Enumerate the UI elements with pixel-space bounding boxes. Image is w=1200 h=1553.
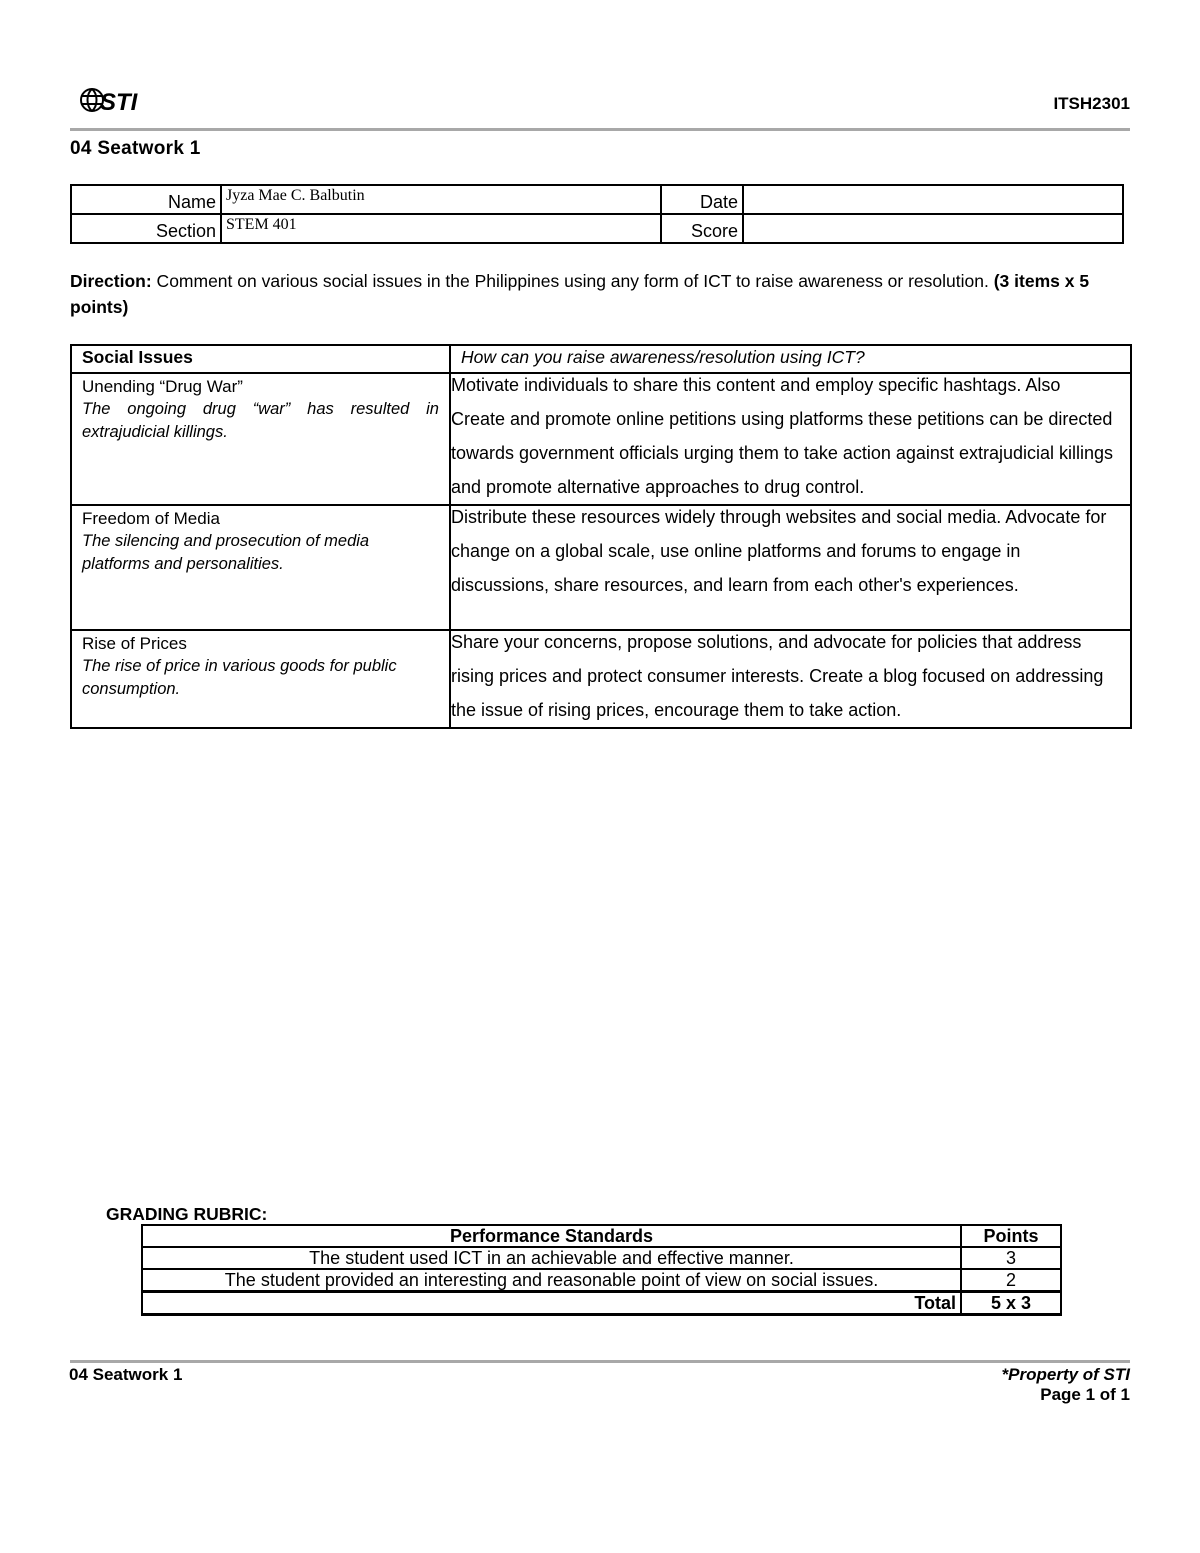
info-row-section [71,214,1123,243]
issue-cell [71,630,450,728]
page-number: Page 1 of 1 [1040,1385,1130,1404]
score-label: Score [661,214,743,243]
student-info-table [70,184,1124,244]
answer-text: Motivate individuals to share this content and employ specific hashtags. Also Create and promote online petitions using platforms these petitions can be directed towards government officials urging them to take action against extrajudicial killings and promote alternative approaches to drug control. [451,375,1114,497]
issue-description: The silencing and prosecution of media platforms and personalities. [82,532,370,573]
sti-logo [78,84,140,116]
issue-cell [71,505,450,630]
footer-rule [70,1360,1130,1363]
issue-name: Unending “Drug War” [82,377,243,396]
direction-text [70,268,1132,320]
social-issues-table [70,344,1132,729]
rubric-standard: The student provided an interesting and reasonable point of view on social issues. [142,1269,961,1292]
rubric-points: 3 [961,1247,1061,1269]
rubric-standard: The student used ICT in an achievable and effective manner. [142,1247,961,1269]
answer-cell[interactable] [450,505,1131,630]
footer-info [1002,1365,1130,1405]
section-field[interactable]: STEM 401 [221,214,661,243]
rubric-row [142,1247,1061,1269]
date-label: Date [661,185,743,214]
page-title: 04 Seatwork 1 [70,138,201,159]
header-rule [70,128,1130,131]
course-code: ITSH2301 [1053,94,1130,113]
direction-body: Comment on various social issues in the Philippines using any form of ICT to raise awareness or resolution. [151,271,994,291]
answer-cell[interactable] [450,630,1131,728]
issue-description: The rise of price in various goods for public consumption. [82,657,397,698]
name-label: Name [71,185,221,214]
table-row [71,630,1131,728]
rubric-row [142,1269,1061,1292]
score-field[interactable] [743,214,1123,243]
sti-globe-icon [78,84,140,116]
total-label: Total [142,1292,961,1315]
total-value: 5 x 3 [961,1292,1061,1315]
logo-text: STI [100,89,138,116]
property-notice: *Property of STI [1001,1365,1130,1384]
issue-description: The ongoing drug “war” has resulted in extrajudicial killings. [82,400,439,441]
rubric-total-row [142,1292,1061,1315]
header-social-issues: Social Issues [71,345,450,373]
rubric-points: 2 [961,1269,1061,1292]
footer-title: 04 Seatwork 1 [69,1365,183,1384]
info-row-name [71,185,1123,214]
table-row [71,373,1131,505]
rubric-label: GRADING RUBRIC: [106,1204,268,1224]
issue-cell [71,373,450,505]
header-ict-question: How can you raise awareness/resolution using ICT? [450,345,1131,373]
answer-text: Distribute these resources widely through websites and social media. Advocate for change on a global scale, use online platforms and forums to engage in discussions, share resources, and learn from each other's experiences. [451,507,1107,595]
grading-rubric-table [141,1224,1062,1316]
rubric-header-row [142,1225,1061,1247]
name-field[interactable]: Jyza Mae C. Balbutin [221,185,661,214]
date-field[interactable] [743,185,1123,214]
header-points: Points [961,1225,1061,1247]
direction-points: (3 items x 5 points) [70,271,1090,317]
table-row [71,505,1131,630]
issue-name: Rise of Prices [82,634,187,653]
answer-text: Share your concerns, propose solutions, and advocate for policies that address rising prices and protect consumer interests. Create a blog focused on addressing the issue of rising prices, encourage them to take action. [451,632,1104,720]
issue-name: Freedom of Media [82,509,220,528]
answer-cell[interactable] [450,373,1131,505]
header-performance-standards: Performance Standards [142,1225,961,1247]
direction-label: Direction: [70,271,152,291]
section-label: Section [71,214,221,243]
